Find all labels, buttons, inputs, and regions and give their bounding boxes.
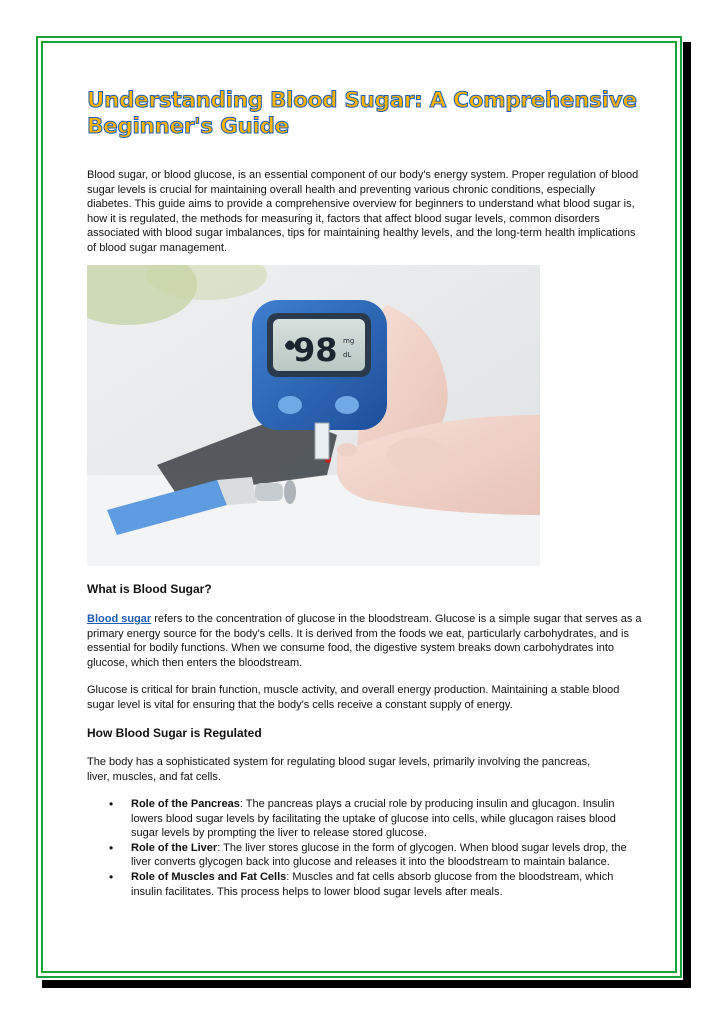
section-heading-what-is-blood-sugar: What is Blood Sugar? <box>87 582 212 596</box>
list-item-text: : The pancreas plays a crucial role by producing insulin and glucagon. Insulin lowers blood sugar levels by facilitating the uptake of glucose into cells, while glucagon raises blood sugar levels by prompting the liver to release stored glucose. <box>131 798 616 840</box>
what-is-paragraph-2: Glucose is critical for brain function, muscle activity, and overall energy production. Maintaining a stable blood sugar level is vital for ensuring that the body's cells receive a constant supply of energy. <box>87 684 620 711</box>
page-title <box>87 88 647 140</box>
what-is-paragraph-1-text: refers to the concentration of glucose in the bloodstream. Glucose is a simple sugar that serves as a primary energy source for the body's cells. It is derived from the foods we eat, particularly carbohydrates, and is essential for bodily functions. When we consume food, the digestive system breaks down carbohydrates into glucose, which then enters the bloodstream. <box>87 613 642 669</box>
list-item <box>131 797 631 841</box>
page-shadow-right <box>683 42 691 988</box>
list-item-text: : The liver stores glucose in the form of glycogen. When blood sugar levels drop, the liver converts glycogen back into glucose and releases it into the bloodstream to maintain balance. <box>131 841 627 869</box>
list-item <box>131 870 631 899</box>
title-line-1: Understanding Blood Sugar: A Comprehensive <box>87 88 637 113</box>
meter-reading: 98 <box>293 331 338 369</box>
meter-unit-bottom: dL <box>343 351 352 359</box>
meter-unit-top: mg <box>343 337 355 345</box>
list-item-label: Role of Muscles and Fat Cells <box>131 870 287 883</box>
regulation-list <box>131 797 631 899</box>
blood-sugar-link[interactable]: Blood sugar <box>87 613 152 625</box>
list-item-label: Role of the Liver <box>131 841 218 854</box>
intro-paragraph: Blood sugar, or blood glucose, is an essential component of our body's energy system. Proper regulation of blood sugar levels is crucial for maintaining overall health and preventing various chronic conditions, especially diabetes. This guide aims to provide a comprehensive overview for beginners to understand what blood sugar is, how it is regulated, the methods for measuring it, factors that affect blood sugar levels, common disorders associated with blood sugar imbalances, tips for maintaining healthy levels, and the long-term health implications of blood sugar management. <box>87 169 639 254</box>
page-shadow-bottom <box>42 980 691 988</box>
list-item <box>131 841 631 870</box>
list-item-text: : Muscles and fat cells absorb glucose from the bloodstream, which insulin facilitates. This process helps to lower blood sugar levels after meals. <box>131 870 614 898</box>
section-heading-regulation: How Blood Sugar is Regulated <box>87 726 262 740</box>
glucose-meter-photo <box>87 265 540 566</box>
title-line-2: Beginner's Guide <box>87 114 289 139</box>
list-item-label: Role of the Pancreas <box>131 798 240 810</box>
what-is-paragraph-1 <box>87 612 642 670</box>
regulation-paragraph: The body has a sophisticated system for regulating blood sugar levels, primarily involving the pancreas, liver, muscles, and fat cells. <box>87 756 591 783</box>
